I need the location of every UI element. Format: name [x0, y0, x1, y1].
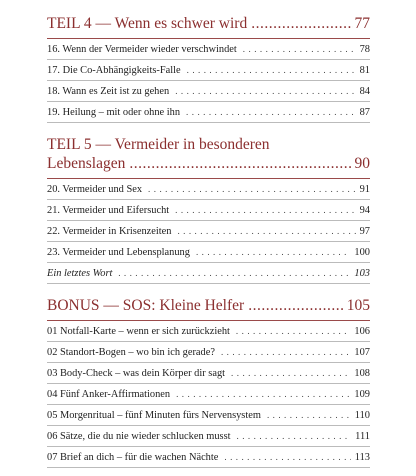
entry-page-number: 106 [354, 326, 370, 337]
entry-page-number: 78 [359, 44, 370, 55]
toc-entry[interactable] [47, 60, 370, 81]
dot-leader [177, 225, 355, 238]
toc-part-5 [47, 135, 370, 284]
toc-entry[interactable] [47, 321, 370, 342]
toc-entry[interactable] [47, 384, 370, 405]
dot-leader [175, 85, 355, 98]
entry-page-number: 81 [359, 65, 370, 76]
toc-entry[interactable] [47, 242, 370, 263]
entry-label: 03 Body-Check – was dein Körper dir sagt [47, 368, 226, 379]
part-heading[interactable] [47, 135, 370, 173]
toc-entry[interactable] [47, 179, 370, 200]
part-title-line-2: Lebenslagen [47, 155, 126, 172]
entry-label: Ein letztes Wort [47, 268, 113, 279]
toc-entry-closing[interactable] [47, 263, 370, 284]
entry-page-number: 111 [355, 431, 370, 442]
entry-label: 21. Vermeider und Eifersucht [47, 205, 170, 216]
dot-leader [231, 367, 350, 380]
toc-bonus [47, 296, 370, 468]
entry-label: 19. Heilung – mit oder ohne ihn [47, 107, 181, 118]
toc-entry[interactable] [47, 447, 370, 468]
dot-leader [224, 451, 350, 464]
entry-page-number: 113 [354, 452, 370, 463]
dot-leader [187, 64, 356, 77]
entry-page-number: 100 [354, 247, 370, 258]
part-title: BONUS — SOS: Kleine Helfer [47, 297, 245, 314]
entry-label: 20. Vermeider und Sex [47, 184, 143, 195]
toc-entry[interactable] [47, 81, 370, 102]
toc-entry[interactable] [47, 426, 370, 447]
entry-label: 22. Vermeider in Krisenzeiten [47, 226, 172, 237]
entry-page-number: 107 [354, 347, 370, 358]
toc-entry[interactable] [47, 342, 370, 363]
dot-leader [176, 388, 350, 401]
toc-entry[interactable] [47, 363, 370, 384]
entry-label: 16. Wenn der Vermeider wieder verschwindet [47, 44, 237, 55]
entry-page-number: 84 [359, 86, 370, 97]
entry-label: 02 Standort-Bogen – wo bin ich gerade? [47, 347, 215, 358]
toc-entry[interactable] [47, 200, 370, 221]
toc-entry[interactable] [47, 221, 370, 242]
dot-leader [237, 430, 352, 443]
entry-page-number: 94 [359, 205, 370, 216]
entry-label: 07 Brief an dich – für die wachen Nächte [47, 452, 219, 463]
dot-leader [148, 183, 356, 196]
part-page-number: 105 [346, 297, 370, 314]
entry-label: 23. Vermeider und Lebensplanung [47, 247, 190, 258]
dot-leader [186, 106, 356, 119]
entry-page-number: 97 [359, 226, 370, 237]
toc-entry[interactable] [47, 102, 370, 123]
entry-label: 06 Sätze, die du nie wieder schlucken musst [47, 431, 231, 442]
part-heading[interactable] [47, 14, 370, 33]
dot-leader [118, 267, 350, 280]
entry-label: 04 Fünf Anker-Affirmationen [47, 389, 171, 400]
dot-leader [196, 246, 350, 259]
dot-leader [251, 14, 352, 33]
toc-entry[interactable] [47, 39, 370, 60]
dot-leader [243, 43, 356, 56]
dot-leader [175, 204, 355, 217]
entry-page-number: 110 [354, 410, 370, 421]
table-of-contents [47, 14, 370, 476]
entry-page-number: 108 [354, 368, 370, 379]
toc-part-4 [47, 14, 370, 123]
part-title: TEIL 4 — Wenn es schwer wird [47, 15, 248, 32]
entry-label: 17. Die Co-Abhängigkeits-Falle [47, 65, 181, 76]
entry-page-number: 91 [359, 184, 370, 195]
dot-leader [129, 154, 352, 173]
entry-page-number: 87 [359, 107, 370, 118]
entry-label: 01 Notfall-Karte – wenn er sich zurückzieht [47, 326, 230, 337]
entry-label: 18. Wann es Zeit ist zu gehen [47, 86, 170, 97]
dot-leader [236, 325, 350, 338]
entry-page-number: 103 [354, 268, 370, 279]
dot-leader [221, 346, 350, 359]
part-title-line-1: TEIL 5 — Vermeider in besonderen [47, 136, 270, 153]
part-heading[interactable] [47, 296, 370, 315]
part-page-number: 90 [354, 155, 370, 172]
dot-leader [248, 296, 345, 315]
entry-label: 05 Morgenritual – fünf Minuten fürs Nervensystem [47, 410, 261, 421]
part-page-number: 77 [354, 15, 370, 32]
entry-page-number: 109 [354, 389, 370, 400]
